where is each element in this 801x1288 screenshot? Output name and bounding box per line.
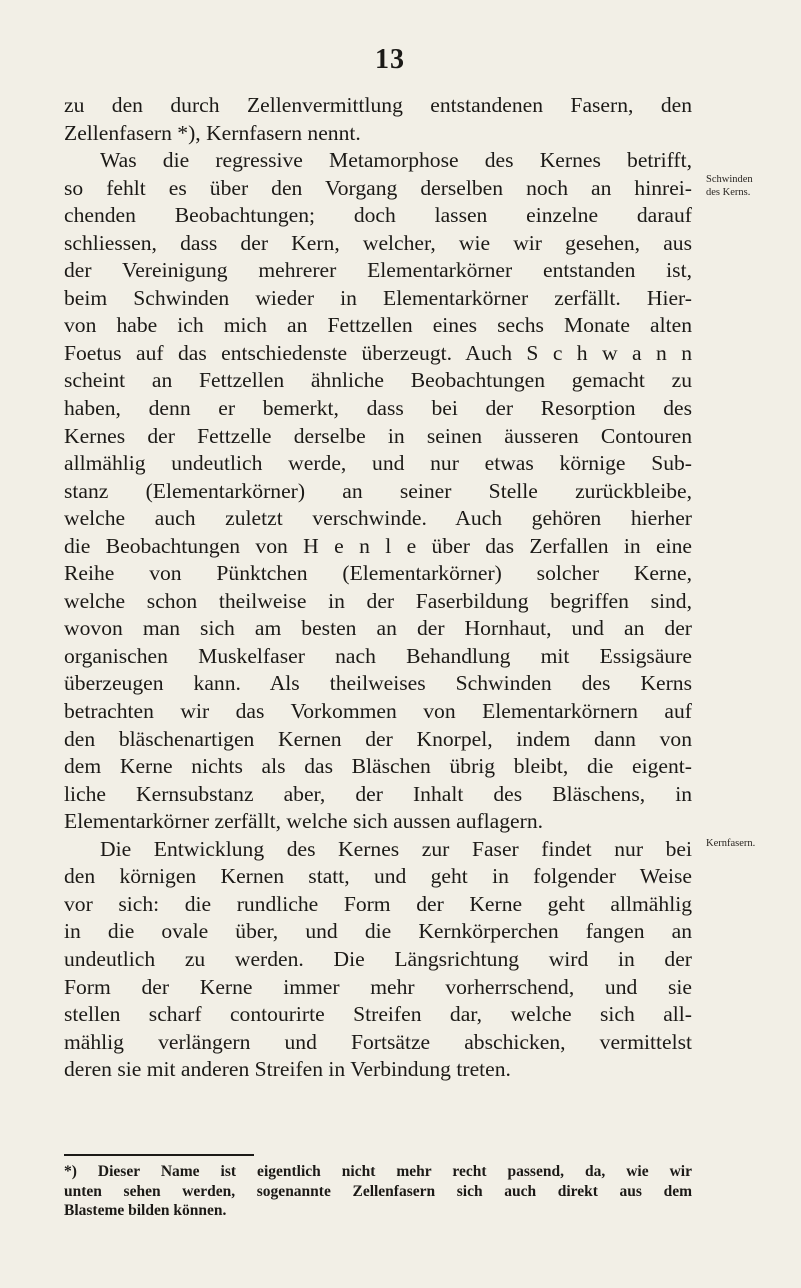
text-line: deren sie mit anderen Streifen in Verbindung treten. (64, 1057, 511, 1082)
text-line: überzeugen kann. Als theilweises Schwinden des Kerns (64, 671, 692, 696)
text-line: von habe ich mich an Fettzellen eines sechs Monate alten (64, 313, 692, 338)
text-line: undeutlich zu werden. Die Längsrichtung wird in der (64, 946, 692, 971)
text-line: stellen scharf contourirte Streifen dar, welche sich all- (64, 1002, 692, 1027)
text-line: Reihe von Pünktchen (Elementarkörner) solcher Kerne, (64, 561, 692, 586)
text-line: schliessen, dass der Kern, welcher, wie wir gesehen, aus (64, 230, 692, 255)
text-line: welche schon theilweise in der Faserbildung begriffen sind, (64, 588, 692, 613)
text-line: betrachten wir das Vorkommen von Elementarkörnern auf (64, 699, 692, 724)
text-line: dem Kerne nichts als das Bläschen übrig bleibt, die eigent- (64, 754, 692, 779)
page-number: 13 (375, 44, 405, 75)
margin-note-line: des Kerns. (706, 186, 751, 198)
text-line: mählig verlängern und Fortsätze abschicken, vermittelst (64, 1029, 692, 1054)
text-line: zu den durch Zellenvermittlung entstandenen Fasern, den (64, 93, 692, 117)
footnote-line: Blasteme bilden können. (64, 1202, 227, 1219)
text-line: Zellenfasern *), Kernfasern nennt. (64, 120, 361, 145)
text-line: Kernes der Fettzelle derselbe in seinen äusseren Contouren (64, 423, 692, 448)
text-line: Foetus auf das entschiedenste überzeugt. Auch S c h w a n n (64, 340, 692, 365)
body-text (64, 92, 692, 1084)
margin-note-kernfasern: Kernfasern. (706, 838, 756, 849)
text-line: allmählig undeutlich werde, und nur etwas körnige Sub- (64, 451, 692, 476)
text-line: der Vereinigung mehrerer Elementarkörner entstanden ist, (64, 258, 692, 283)
text-line: stanz (Elementarkörner) an seiner Stelle zurückbleibe, (64, 478, 692, 503)
text-line: welche auch zuletzt verschwinde. Auch gehören hierher (64, 506, 692, 531)
text-line: liche Kernsubstanz aber, der Inhalt des Bläschens, in (64, 781, 692, 806)
margin-note-schwinden (706, 174, 753, 199)
text-line: die Beobachtungen von H e n l e über das Zerfallen in eine (64, 533, 692, 558)
text-line: haben, denn er bemerkt, dass bei der Resorption des (64, 396, 692, 421)
text-line: den körnigen Kernen statt, und geht in folgender Weise (64, 864, 692, 889)
text-line: Form der Kerne immer mehr vorherrschend, und sie (64, 974, 692, 999)
text-line: scheint an Fettzellen ähnliche Beobachtungen gemacht zu (64, 368, 692, 393)
text-line: in die ovale über, und die Kernkörperchen fangen an (64, 919, 692, 944)
text-line: Elementarkörner zerfällt, welche sich aussen auflagern. (64, 809, 544, 834)
footnote-divider (64, 1154, 254, 1156)
text-line: Die Entwicklung des Kernes zur Faser findet nur bei (100, 836, 692, 861)
footnote-line: unten sehen werden, sogenannte Zellenfasern sich auch direkt aus dem (64, 1182, 692, 1200)
text-line: chenden Beobachtungen; doch lassen einzelne darauf (64, 203, 692, 228)
text-line: wovon man sich am besten an der Hornhaut, und an der (64, 616, 692, 641)
text-line: Was die regressive Metamorphose des Kernes betrifft, (100, 148, 692, 173)
footnote (64, 1162, 692, 1221)
text-line: organischen Muskelfaser nach Behandlung mit Essigsäure (64, 643, 692, 668)
text-line: so fehlt es über den Vorgang derselben noch an hinrei- (64, 175, 692, 200)
text-line: beim Schwinden wieder in Elementarkörner zerfällt. Hier- (64, 285, 692, 310)
text-line: vor sich: die rundliche Form der Kerne geht allmählig (64, 891, 692, 916)
footnote-line: *) Dieser Name ist eigentlich nicht mehr recht passend, da, wie wir (64, 1163, 692, 1180)
text-line: den bläschenartigen Kernen der Knorpel, indem dann von (64, 726, 692, 751)
margin-note-line: Schwinden (706, 174, 753, 185)
